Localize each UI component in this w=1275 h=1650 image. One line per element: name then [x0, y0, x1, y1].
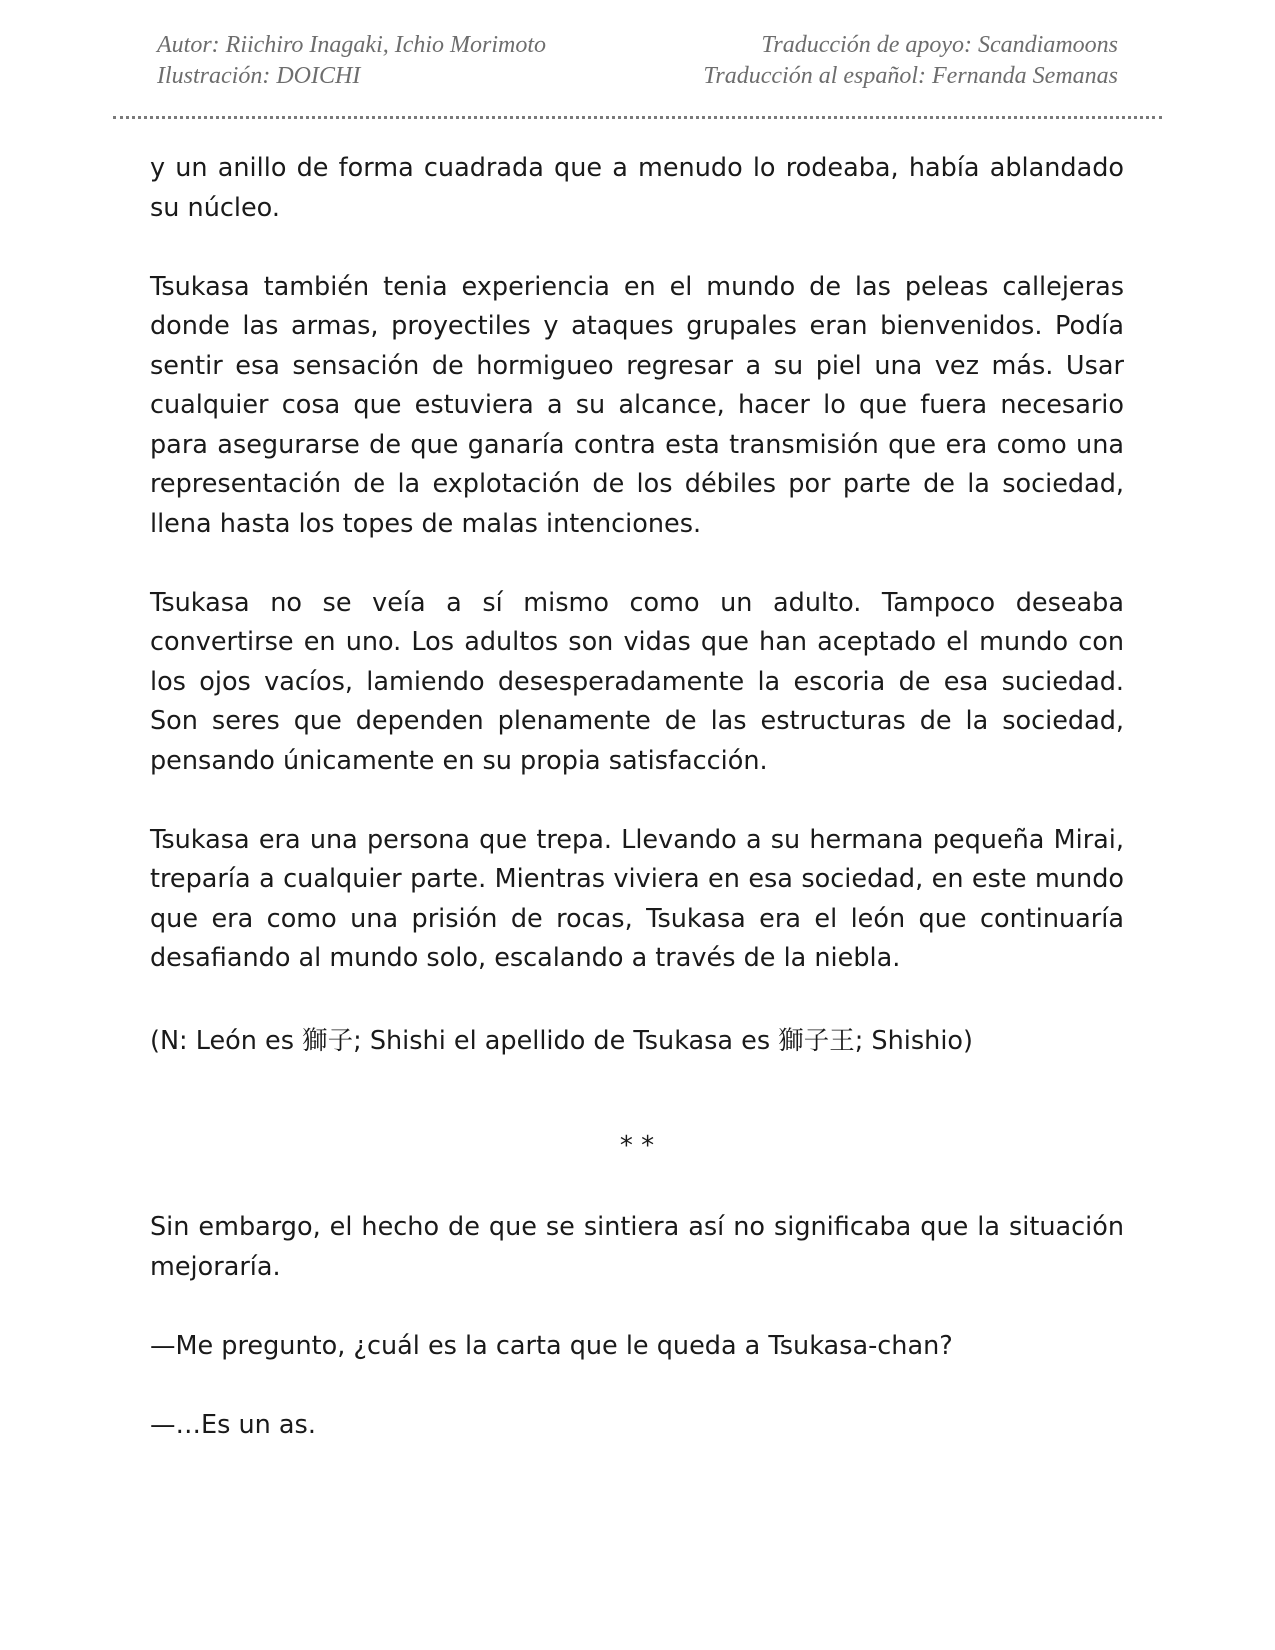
paragraph-4: Tsukasa era una persona que trepa. Llevando a su hermana pequeña Mirai, treparía a cualquier parte. Mientras viviera en esa sociedad, en este mundo que era como una prisión de rocas, Tsukasa era el león que continuaría desafiando al mundo solo, escalando a través de la niebla. [150, 824, 1124, 973]
paragraph-2: Tsukasa también tenia experiencia en el mundo de las peleas callejeras donde las armas, proyectiles y ataques grupales eran bienvenidos. Podía sentir esa sensación de hormigueo regresar a su piel una vez más. Usar cualquier cosa que estuviera a su alcance, hacer lo que fuera necesario para asegurarse de que ganaría contra esta transmisión que era como una representación de la explotación de los débiles por parte de la sociedad, llena hasta los topes de malas intenciones. [150, 271, 1124, 539]
dialogue-line-1: —Me pregunto, ¿cuál es la carta que le queda a Tsukasa-chan? [150, 1330, 953, 1361]
header-divider [113, 116, 1162, 119]
paragraph-5: Sin embargo, el hecho de que se sintiera así no significaba que la situación mejoraría. [150, 1212, 1124, 1282]
page-body [150, 149, 1124, 1485]
dialogue-line-2: —…Es un as. [150, 1409, 316, 1440]
header-credits-left [157, 30, 546, 92]
translator-note: (N: León es 獅子; Shishi el apellido de Tsukasa es 獅子王; Shishio) [150, 1025, 973, 1056]
support-translation-credit: Traducción de apoyo: Scandiamoons [761, 32, 1118, 58]
illustration-credit: Ilustración: DOICHI [157, 63, 361, 89]
section-separator: * * [619, 1131, 655, 1161]
header-credits-right [703, 30, 1118, 92]
author-credit: Autor: Riichiro Inagaki, Ichio Morimoto [157, 32, 547, 58]
paragraph-3: Tsukasa no se veía a sí mismo como un adulto. Tampoco deseaba convertirse en uno. Los adultos son vidas que han aceptado el mundo con los ojos vacíos, lamiendo desesperadamente la escoria de esa suciedad. Son seres que dependen plenamente de las estructuras de la sociedad, pensando únicamente en su propia satisfacción. [150, 587, 1124, 776]
spanish-translation-credit: Traducción al español: Fernanda Semanas [703, 63, 1118, 89]
paragraph-1: y un anillo de forma cuadrada que a menudo lo rodeaba, había ablandado su núcleo. [150, 153, 1124, 223]
